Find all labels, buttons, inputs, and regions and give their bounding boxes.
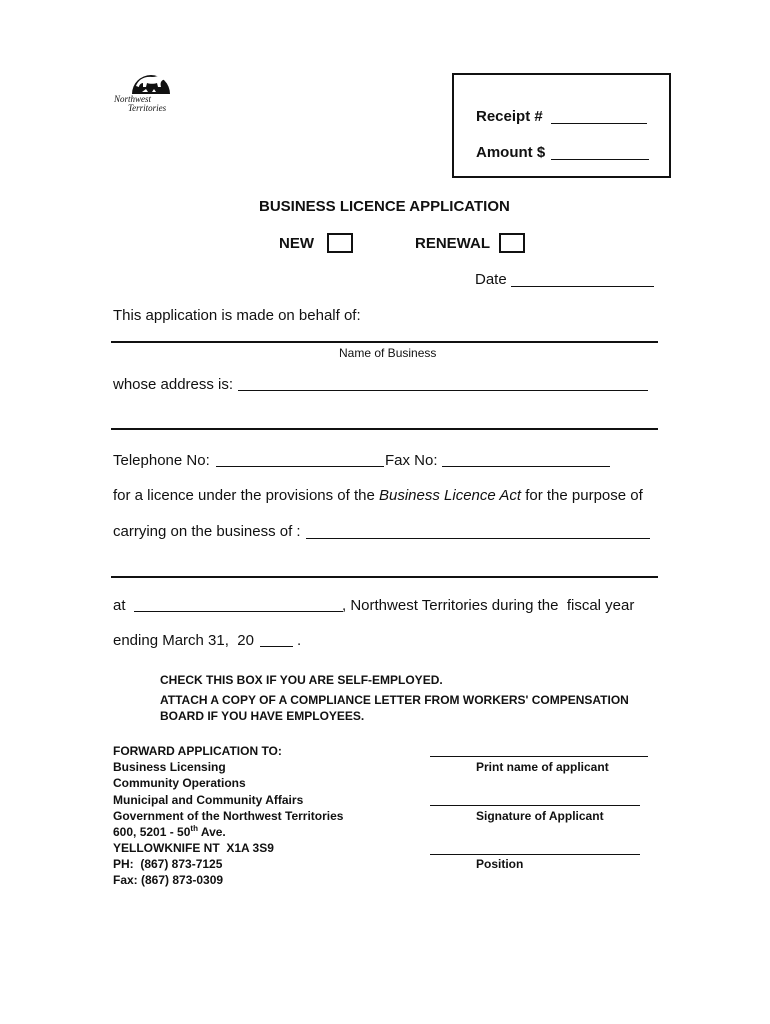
signature-caption: Signature of Applicant bbox=[476, 809, 604, 823]
fax-field[interactable] bbox=[442, 466, 610, 467]
logo-text-line1: Northwest bbox=[114, 94, 152, 104]
carrying-label: carrying on the business of : bbox=[113, 523, 301, 540]
business-name-field[interactable] bbox=[111, 341, 658, 343]
nwt-logo bbox=[112, 56, 180, 116]
polar-bear-logo-icon bbox=[128, 56, 174, 96]
at-suffix-text: , Northwest Territories during the fiscal year bbox=[342, 597, 635, 614]
receipt-label: Receipt # bbox=[476, 108, 543, 125]
forward-line2: Community Operations bbox=[113, 776, 246, 790]
compliance-note-line2: BOARD IF YOU HAVE EMPLOYEES. bbox=[160, 709, 365, 723]
telephone-label: Telephone No: bbox=[113, 452, 210, 469]
logo-text-line2: Territories bbox=[128, 103, 167, 113]
renewal-checkbox[interactable] bbox=[499, 233, 525, 253]
name-of-business-caption: Name of Business bbox=[339, 346, 437, 360]
behalf-text: This application is made on behalf of: bbox=[113, 307, 361, 324]
forward-line5-post: Ave. bbox=[197, 825, 226, 839]
address-label: whose address is: bbox=[113, 376, 234, 393]
at-label: at bbox=[113, 597, 126, 614]
form-title: BUSINESS LICENCE APPLICATION bbox=[259, 198, 510, 215]
forward-line3: Municipal and Community Affairs bbox=[113, 793, 304, 807]
forward-line5-sup: th bbox=[190, 824, 198, 833]
licence-text-pre: for a licence under the provisions of the bbox=[113, 487, 379, 504]
licence-text bbox=[113, 487, 643, 504]
forward-heading: FORWARD APPLICATION TO: bbox=[113, 744, 282, 758]
forward-line7: PH: (867) 873-7125 bbox=[113, 857, 223, 871]
new-checkbox[interactable] bbox=[327, 233, 353, 253]
forward-line5 bbox=[113, 824, 226, 839]
date-label: Date bbox=[475, 271, 507, 288]
position-caption: Position bbox=[476, 857, 524, 871]
new-label: NEW bbox=[279, 235, 314, 252]
compliance-note-line1: ATTACH A COPY OF A COMPLIANCE LETTER FROM WORKERS' COMPENSATION bbox=[160, 693, 629, 707]
print-name-caption: Print name of applicant bbox=[476, 760, 609, 774]
forward-line5-pre: 600, 5201 - 50 bbox=[113, 825, 191, 839]
receipt-field[interactable] bbox=[551, 123, 647, 124]
address-field-1[interactable] bbox=[238, 390, 648, 391]
amount-field[interactable] bbox=[551, 159, 649, 160]
ending-period: . bbox=[297, 632, 302, 649]
position-field[interactable] bbox=[430, 854, 640, 855]
ending-text: ending March 31, 20 bbox=[113, 632, 254, 649]
business-type-field-1[interactable] bbox=[306, 538, 650, 539]
forward-line1: Business Licensing bbox=[113, 760, 226, 774]
telephone-field[interactable] bbox=[216, 466, 384, 467]
self-employed-note: CHECK THIS BOX IF YOU ARE SELF-EMPLOYED. bbox=[160, 673, 443, 687]
amount-label: Amount $ bbox=[476, 144, 546, 161]
forward-line6: YELLOWKNIFE NT X1A 3S9 bbox=[113, 841, 274, 855]
signature-field[interactable] bbox=[430, 805, 640, 806]
fax-label: Fax No: bbox=[385, 452, 438, 469]
licence-text-post: for the purpose of bbox=[521, 487, 643, 504]
licence-act: Business Licence Act bbox=[379, 487, 522, 504]
forward-line4: Government of the Northwest Territories bbox=[113, 809, 344, 823]
renewal-label: RENEWAL bbox=[415, 235, 490, 252]
year-field[interactable] bbox=[260, 646, 293, 647]
print-name-field[interactable] bbox=[430, 756, 648, 757]
forward-line8: Fax: (867) 873-0309 bbox=[113, 873, 224, 887]
receipt-box bbox=[452, 73, 671, 178]
address-field-2[interactable] bbox=[111, 428, 658, 430]
location-field[interactable] bbox=[134, 611, 343, 612]
business-type-field-2[interactable] bbox=[111, 576, 658, 578]
date-field[interactable] bbox=[511, 286, 654, 287]
